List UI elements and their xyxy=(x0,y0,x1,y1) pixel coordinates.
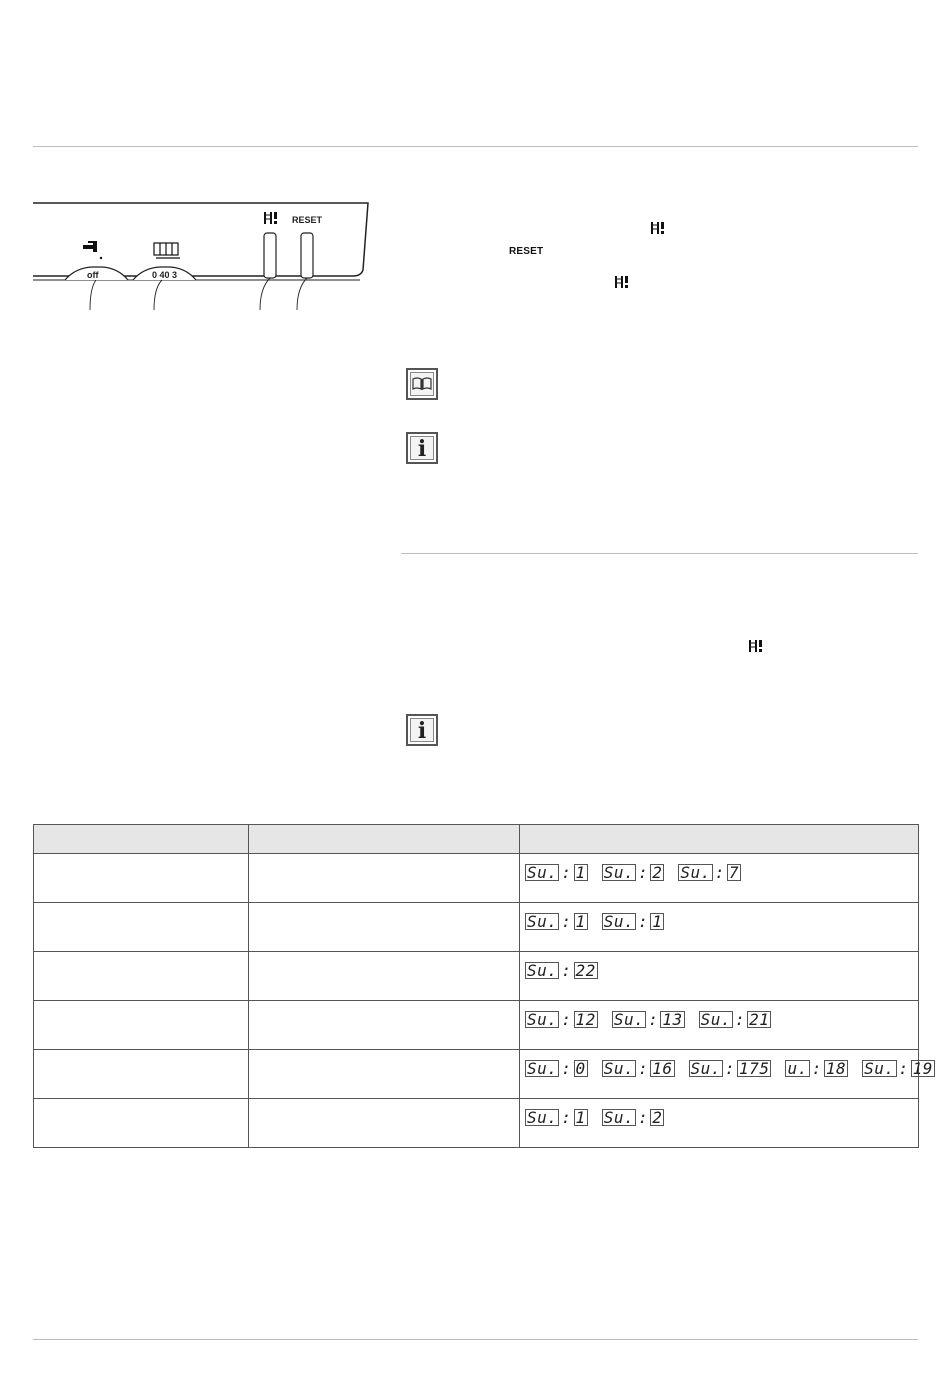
code-value: 175 xyxy=(739,1059,770,1078)
segment-code: u. : 18 xyxy=(787,1059,847,1078)
table-header-cell xyxy=(34,825,249,854)
table-cell xyxy=(249,1050,520,1099)
code-value: 13 xyxy=(662,1010,683,1029)
code-value: 16 xyxy=(652,1059,673,1078)
table-cell xyxy=(34,903,249,952)
code-prefix: Su. xyxy=(527,863,558,882)
table-row xyxy=(34,903,919,952)
table-row xyxy=(34,1050,919,1099)
segment-code: Su. : 1 xyxy=(527,1108,586,1127)
code-prefix: Su. xyxy=(680,863,711,882)
code-value: 2 xyxy=(652,863,663,882)
codes-table xyxy=(33,824,933,1148)
display-info-icon xyxy=(615,275,629,293)
code-prefix: Su. xyxy=(603,863,635,882)
info-i-icon: i xyxy=(406,714,438,746)
table-cell xyxy=(249,1001,520,1050)
code-value: 18 xyxy=(825,1059,847,1078)
display-info-icon xyxy=(264,212,277,224)
table-cell xyxy=(34,854,249,903)
segment-code: Su. : 13 xyxy=(613,1010,683,1029)
table-header-cell xyxy=(520,825,919,854)
segment-code: Su. : 2 xyxy=(603,863,663,882)
table-cell xyxy=(249,952,520,1001)
code-value: 21 xyxy=(749,1010,770,1029)
code-cell xyxy=(520,952,919,1001)
code-value: 1 xyxy=(652,912,663,931)
knob-scale-label: 0 40 3 xyxy=(152,270,178,280)
segment-code: Su. : 12 xyxy=(527,1010,596,1029)
segment-code: Su. : 1 xyxy=(527,912,586,931)
code-prefix: Su. xyxy=(603,912,635,931)
table-cell xyxy=(249,1099,520,1148)
code-prefix: Su. xyxy=(603,1108,635,1127)
code-prefix: Su. xyxy=(613,1010,645,1029)
tap-icon xyxy=(83,241,102,259)
segment-code: Su. : 19 xyxy=(864,1059,933,1078)
code-cell xyxy=(520,903,919,952)
control-panel-illustration xyxy=(30,200,375,310)
display-info-icon xyxy=(749,639,763,657)
segment-code: Su. : 0 xyxy=(527,1059,586,1078)
segment-code: Su. : 16 xyxy=(603,1059,673,1078)
code-value: 1 xyxy=(575,1108,586,1127)
code-cell xyxy=(520,1001,919,1050)
segment-code: Su. : 22 xyxy=(527,961,596,980)
book-icon xyxy=(406,368,438,400)
code-value: 0 xyxy=(575,1059,586,1078)
code-cell xyxy=(520,1050,933,1099)
code-cell xyxy=(520,1099,919,1148)
code-cell xyxy=(520,854,919,903)
inline-reset-label: RESET xyxy=(509,246,544,257)
code-value: 1 xyxy=(575,863,586,882)
table-row xyxy=(34,1099,919,1148)
code-prefix: Su. xyxy=(864,1059,895,1078)
code-prefix: Su. xyxy=(527,1010,558,1029)
code-value: 12 xyxy=(575,1010,596,1029)
code-prefix: Su. xyxy=(700,1010,732,1029)
display-info-icon xyxy=(651,221,665,239)
code-prefix: Su. xyxy=(527,961,558,980)
bottom-rule xyxy=(33,1339,918,1340)
code-value: 22 xyxy=(575,961,596,980)
segment-code: Su. : 1 xyxy=(603,912,663,931)
segment-code: Su. : 1 xyxy=(527,863,586,882)
table-cell xyxy=(249,903,520,952)
off-label: off xyxy=(87,270,99,280)
section-rule xyxy=(401,553,918,554)
table-row xyxy=(34,854,919,903)
code-value: 7 xyxy=(728,863,740,882)
segment-code: Su. : 7 xyxy=(680,863,740,882)
segment-code: Su. : 175 xyxy=(690,1059,770,1078)
table-cell xyxy=(34,952,249,1001)
table-header-cell xyxy=(249,825,520,854)
code-prefix: u. xyxy=(787,1059,808,1078)
code-value: 2 xyxy=(652,1108,663,1127)
code-prefix: Su. xyxy=(527,1108,558,1127)
info-i-icon: i xyxy=(406,432,438,464)
code-value: 1 xyxy=(575,912,586,931)
table-header-row xyxy=(34,825,919,854)
table-row xyxy=(34,952,919,1001)
code-prefix: Su. xyxy=(603,1059,635,1078)
table-row xyxy=(34,1001,919,1050)
radiator-icon xyxy=(154,243,180,258)
segment-code: Su. : 21 xyxy=(700,1010,770,1029)
table-cell xyxy=(34,1099,249,1148)
reset-button-label: RESET xyxy=(292,215,323,225)
code-value: 19 xyxy=(912,1059,933,1078)
segment-code: Su. : 2 xyxy=(603,1108,663,1127)
top-rule xyxy=(33,146,918,147)
code-prefix: Su. xyxy=(690,1059,721,1078)
table-cell xyxy=(34,1050,249,1099)
code-prefix: Su. xyxy=(527,1059,558,1078)
table-cell xyxy=(34,1001,249,1050)
code-prefix: Su. xyxy=(527,912,558,931)
table-cell xyxy=(249,854,520,903)
